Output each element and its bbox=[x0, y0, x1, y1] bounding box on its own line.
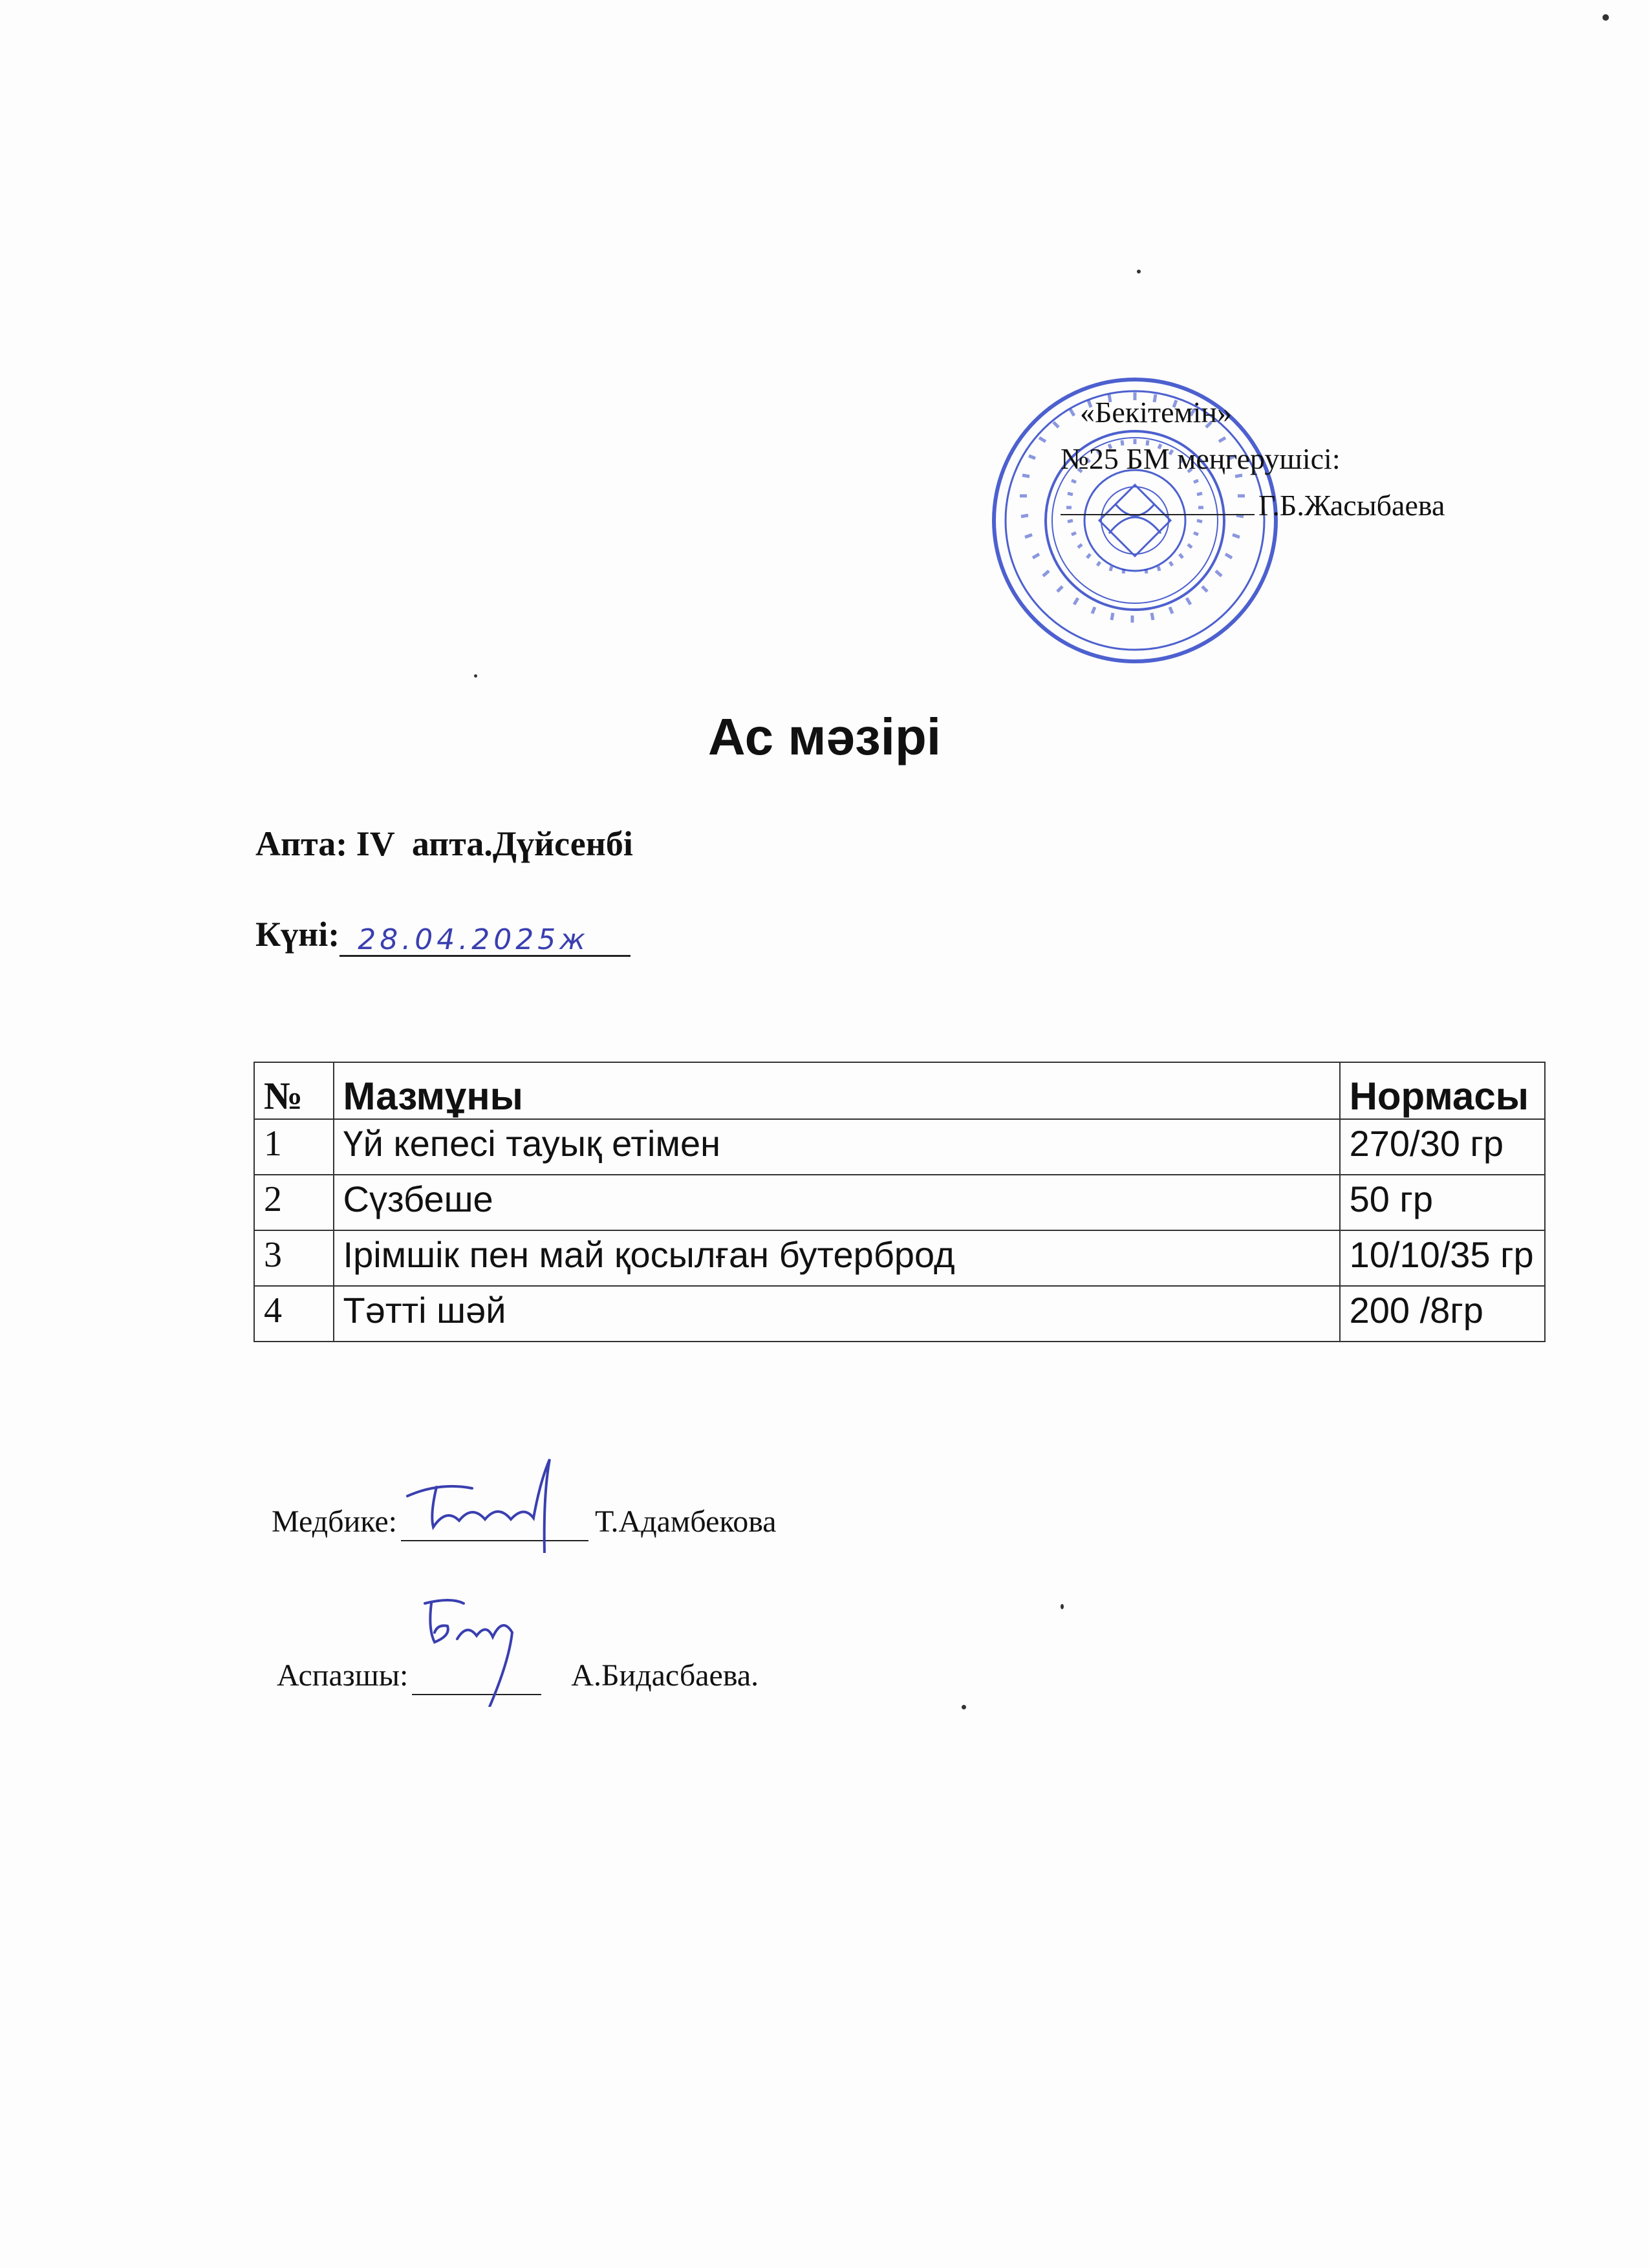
header-norm: Нормасы bbox=[1340, 1062, 1545, 1119]
date-blank bbox=[339, 916, 630, 957]
date-handwritten-value: 28.04.2025ж bbox=[358, 923, 589, 956]
row-content: Сүзбеше bbox=[334, 1175, 1340, 1230]
week-label: Апта: bbox=[255, 824, 348, 863]
row-norm: 10/10/35 гр bbox=[1340, 1230, 1545, 1286]
row-content: Тәтті шәй bbox=[334, 1286, 1340, 1342]
row-content: Ірімшік пен май қосылған бутерброд bbox=[334, 1230, 1340, 1286]
cook-signature-row bbox=[277, 1655, 759, 1695]
approval-signatory bbox=[1061, 482, 1513, 529]
row-content: Үй кепесі тауық етімен bbox=[334, 1119, 1340, 1175]
cook-handwritten-signature bbox=[412, 1578, 541, 1707]
table-row bbox=[254, 1119, 1545, 1175]
nurse-handwritten-signature bbox=[401, 1456, 588, 1553]
row-norm: 270/30 гр bbox=[1340, 1119, 1545, 1175]
header-content: Мазмұны bbox=[334, 1062, 1340, 1119]
date-label: Күні: bbox=[255, 915, 340, 954]
row-number: 2 bbox=[254, 1175, 334, 1230]
approval-signature-line bbox=[1061, 514, 1255, 515]
row-number: 1 bbox=[254, 1119, 334, 1175]
table-row bbox=[254, 1175, 1545, 1230]
approval-block bbox=[1061, 389, 1513, 529]
table-row bbox=[254, 1286, 1545, 1342]
table-row bbox=[254, 1230, 1545, 1286]
document-title: Ас мәзірі bbox=[707, 708, 942, 765]
cook-label: Аспазшы: bbox=[277, 1658, 409, 1693]
nurse-name: Т.Адамбекова bbox=[595, 1504, 777, 1539]
cook-name: А.Бидасбаева. bbox=[571, 1658, 759, 1693]
row-number: 3 bbox=[254, 1230, 334, 1286]
week-line bbox=[255, 821, 633, 866]
approval-signatory-name: Г.Б.Жасыбаева bbox=[1258, 489, 1445, 522]
row-norm: 200 /8гр bbox=[1340, 1286, 1545, 1342]
nurse-label: Медбике: bbox=[272, 1504, 398, 1539]
approval-position: №25 БМ меңгерушісі: bbox=[1061, 442, 1341, 475]
date-line bbox=[255, 912, 630, 957]
row-number: 4 bbox=[254, 1286, 334, 1342]
scan-speck bbox=[1137, 270, 1141, 273]
week-value: IV апта.Дүйсенбі bbox=[356, 824, 633, 863]
scan-speck bbox=[474, 674, 477, 678]
scan-speck bbox=[1061, 1604, 1064, 1609]
approval-heading: «Бекітемін» bbox=[1080, 396, 1232, 429]
cook-signature-line bbox=[412, 1655, 541, 1695]
nurse-signature-row bbox=[272, 1501, 777, 1541]
header-number: № bbox=[254, 1062, 334, 1119]
row-norm: 50 гр bbox=[1340, 1175, 1545, 1230]
table-header-row bbox=[254, 1062, 1545, 1119]
menu-table bbox=[253, 1062, 1546, 1342]
scan-speck bbox=[962, 1705, 966, 1709]
scan-speck bbox=[1602, 14, 1609, 21]
nurse-signature-line bbox=[401, 1501, 588, 1541]
